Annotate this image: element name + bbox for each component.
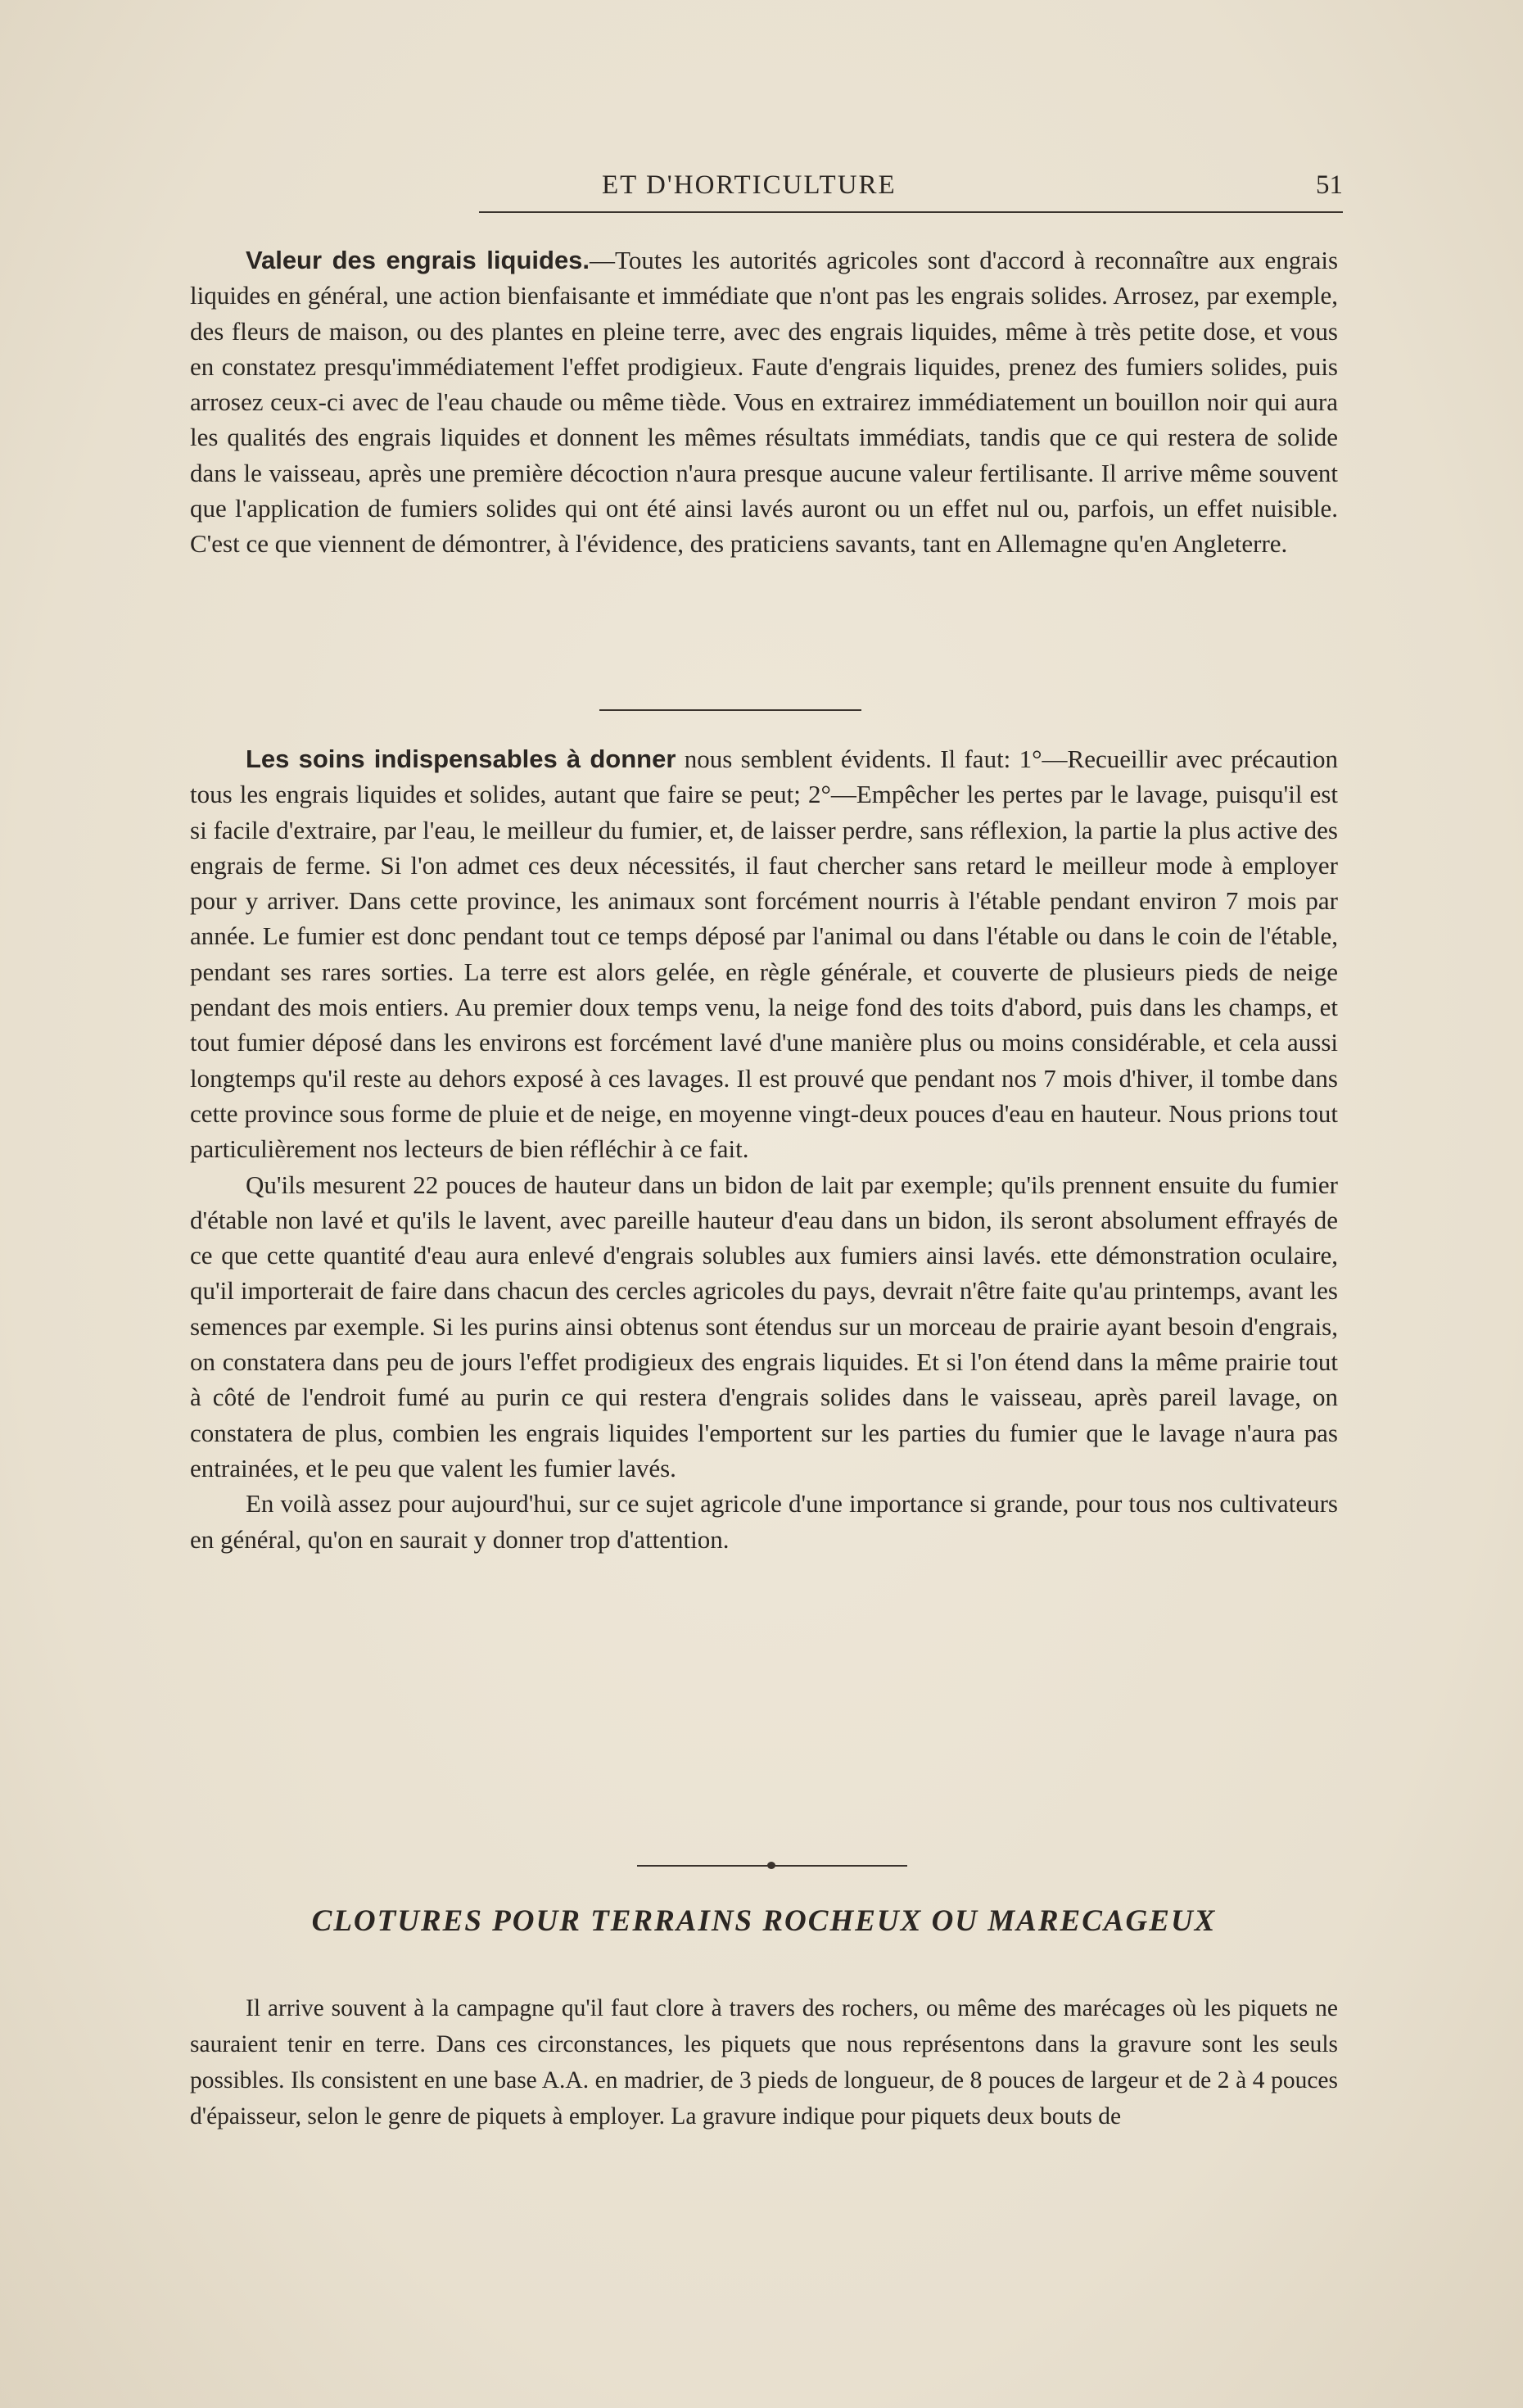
paragraph-text: —Toutes les autorités agricoles sont d'accord à reconnaître aux engrais liquides en général, une action bienfaisante et immédiate que n'ont pas les engrais solides. Arrosez, par exemple, des fleurs de maison, ou des plantes en pleine terre, avec des engrais liquides, même à très petite dose, et vous en constatez presqu'immédiatement l'effet prodigieux. Faute d'engrais liquides, prenez des fumiers solides, puis arrosez ceux-ci avec de l'eau chaude ou même tiède. Vous en extrairez immédiatement un bouillon noir qui aura les qualités des engrais liquides et donnent les mêmes résultats immédiats, tandis que ce qui restera de solide dans le vaisseau, après une première décoction n'aura presque aucune valeur fertilisante. Il arrive même souvent que l'application de fumiers solides qui ont été ainsi lavés auront ou un effet nul ou, parfois, un effet nuisible. C'est ce que viennent de démontrer, à l'évidence, des praticiens savants, tant en Allemagne qu'en Angleterre. (190, 246, 1339, 559)
paragraph (190, 741, 1338, 1167)
paragraph-lead: Les soins indispensables à donner (246, 745, 676, 773)
section-title: CLOTURES POUR TERRAINS ROCHEUX OU MARECAGEUX (311, 1904, 1217, 1938)
divider-ornament (767, 1862, 775, 1869)
section-liquid-fertilizer (190, 242, 1338, 562)
paragraph: En voilà assez pour aujourd'hui, sur ce sujet agricole d'une importance si grande, pour tous nos cultivateurs en général, qu'on en saurait y donner trop d'attention. (190, 1489, 1338, 1554)
section-divider (599, 709, 861, 711)
section-fences (190, 1990, 1338, 2134)
paragraph (190, 242, 1338, 562)
page-number: 51 (1316, 170, 1343, 200)
running-head (479, 170, 1343, 213)
section-care (190, 741, 1338, 1557)
paragraph: Il arrive souvent à la campagne qu'il faut clore à travers des rochers, ou même des marécages où les piquets ne sauraient tenir en terre. Dans ces circonstances, les piquets que nous représentons dans la gravure sont les seuls possibles. Ils consistent en une base A.A. en madrier, de 3 pieds de longueur, de 8 pouces de largeur et de 2 à 4 pouces d'épaisseur, selon le genre de piquets à employer. La gravure indique pour piquets deux bouts de (190, 1995, 1338, 2130)
paragraph-lead: Valeur des engrais liquides. (246, 246, 590, 274)
running-head-title: ET D'HORTICULTURE (602, 170, 897, 200)
paragraph: Qu'ils mesurent 22 pouces de hauteur dans un bidon de lait par exemple; qu'ils prennent ensuite du fumier d'étable non lavé et qu'ils le lavent, avec pareille hauteur d'eau dans un bidon, ils seront absolument effrayés de ce que cette quantité d'eau aura enlevé d'engrais solubles aux fumiers ainsi lavés. ette démonstration oculaire, qu'il importerait de faire dans chacun des cercles agricoles du pays, devrait n'être faite qu'au printemps, avant les semences par exemple. Si les purins ainsi obtenus sont étendus sur un morceau de prairie ayant besoin d'engrais, on constatera dans peu de jours l'effet prodigieux des engrais liquides. Et si l'on étend dans la même prairie tout à côté de l'endroit fumé au purin ce qui restera d'engrais solides dans le vaisseau, après pareil lavage, on constatera de plus, combien les engrais liquides l'emportent sur les parties du fumier que le lavage n'aura pas entrainées, et le peu que valent les fumier lavés. (190, 1170, 1338, 1482)
paragraph-text: nous semblent évidents. Il faut: 1°—Recueillir avec précaution tous les engrais liquides et solides, autant que faire se peut; 2°—Empêcher les pertes par le lavage, puisqu'il est si facile d'extraire, par l'eau, le meilleur du fumier, et, de laisser perdre, sans réflexion, la partie la plus active des engrais de ferme. Si l'on admet ces deux nécessités, il faut chercher sans retard le meilleur mode à employer pour y arriver. Dans cette province, les animaux sont forcément nourris à l'étable pendant environ 7 mois par année. Le fumier est donc pendant tout ce temps déposé par l'animal ou dans l'étable ou dans le coin de l'étable, pendant ses rares sorties. La terre est alors gelée, en règle générale, et couverte de plusieurs pieds de neige pendant des mois entiers. Au premier doux temps venu, la neige fond des toits d'abord, puis dans les champs, et tout fumier déposé dans les environs est forcément lavé d'une manière plus ou moins considérable, et cela aussi longtemps qu'il reste au dehors exposé à ces lavages. Il est prouvé que pendant nos 7 mois d'hiver, il tombe dans cette province sous forme de pluie et de neige, en moyenne vingt-deux pouces d'eau en hauteur. Nous prions tout particulièrement nos lecteurs de bien réfléchir à ce fait. (190, 745, 1338, 1164)
